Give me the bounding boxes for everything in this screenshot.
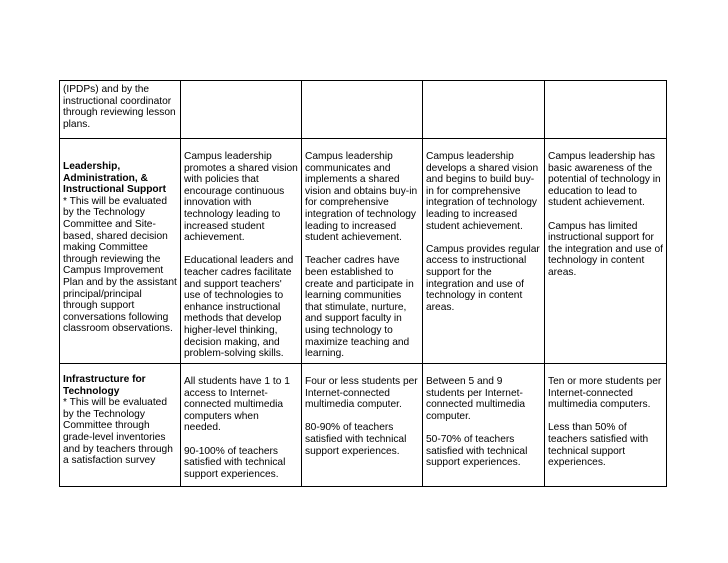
criteria-cell [545,364,667,487]
criteria-cell [181,364,302,487]
criteria-cell [302,139,423,364]
criteria-text: Ten or more students per Internet-connected multimedia computers. [548,376,662,411]
row-heading: Infrastructure for Technology [63,374,146,397]
table-row [60,139,667,364]
empty-cell [423,81,545,139]
criteria-text: All students have 1 to 1 access to Internet-connected multimedia computers when needed. [184,376,290,434]
table-row [60,364,667,487]
table-row [60,81,667,139]
row-label-cell [60,364,181,487]
criteria-text: Campus leadership has basic awareness of the potential of technology in education to lead to student achievement. [548,151,661,209]
criteria-text: Teacher cadres have been established to create and participate in learning communities that stimulate, nurture, and support faculty in using technology to maximize teaching and learning. [305,255,414,360]
criteria-cell [423,364,545,487]
empty-cell [302,81,423,139]
row-label-cell [60,139,181,364]
criteria-cell [181,139,302,364]
empty-cell [545,81,667,139]
row-label-cell [60,81,181,139]
row-note: * This will be evaluated by the Technology Committee and Site-based, shared decision making Committee through reviewing the Campus Improvement Plan and by the assistant principal/principal through support conversations following classroom observations. [63,195,177,335]
criteria-cell [545,139,667,364]
criteria-cell [302,364,423,487]
row-note: * This will be evaluated by the Technology Committee through grade-level inventories and by teachers through a satisfaction survey [63,397,173,467]
criteria-text: Four or less students per Internet-connected multimedia computer. [305,376,418,411]
empty-cell [181,81,302,139]
criteria-text: 50-70% of teachers satisfied with technical support experiences. [426,433,528,469]
criteria-text: Educational leaders and teacher cadres facilitate and support teachers' use of technologies to enhance instructional methods that develop higher-level thinking, decision making, and problem-solving skills. [184,255,294,360]
criteria-text: Less than 50% of teachers satisfied with technical support experiences. [548,422,649,469]
criteria-text: Between 5 and 9 students per Internet-connected multimedia computer. [426,376,526,422]
criteria-text: Campus leadership promotes a shared vision with policies that encourage continuous innovation with technology leading to increased student achievement. [184,151,298,244]
rubric-table [59,80,667,487]
criteria-text: 90-100% of teachers satisfied with technical support experiences. [184,445,286,480]
criteria-text: Campus has limited instructional support for the integration and use of technology in content areas. [548,220,663,278]
criteria-cell [423,139,545,364]
row-label-text: (IPDPs) and by the instructional coordinator through reviewing lesson plans. [63,84,176,130]
criteria-text: Campus leadership communicates and implements a shared vision and obtains buy-in for comprehensive integration of technology leading to increased student achievement. [305,151,418,244]
row-heading: Leadership, Administration, & Instructional Support [63,161,167,196]
criteria-text: 80-90% of teachers satisfied with technical support experiences. [305,422,407,457]
criteria-text: Campus leadership develops a shared vision and begins to build buy-in for comprehensive integration of technology leading to increased student achievement. [426,151,539,232]
criteria-text: Campus provides regular access to instructional support for the integration and use of technology in content areas. [426,243,540,313]
